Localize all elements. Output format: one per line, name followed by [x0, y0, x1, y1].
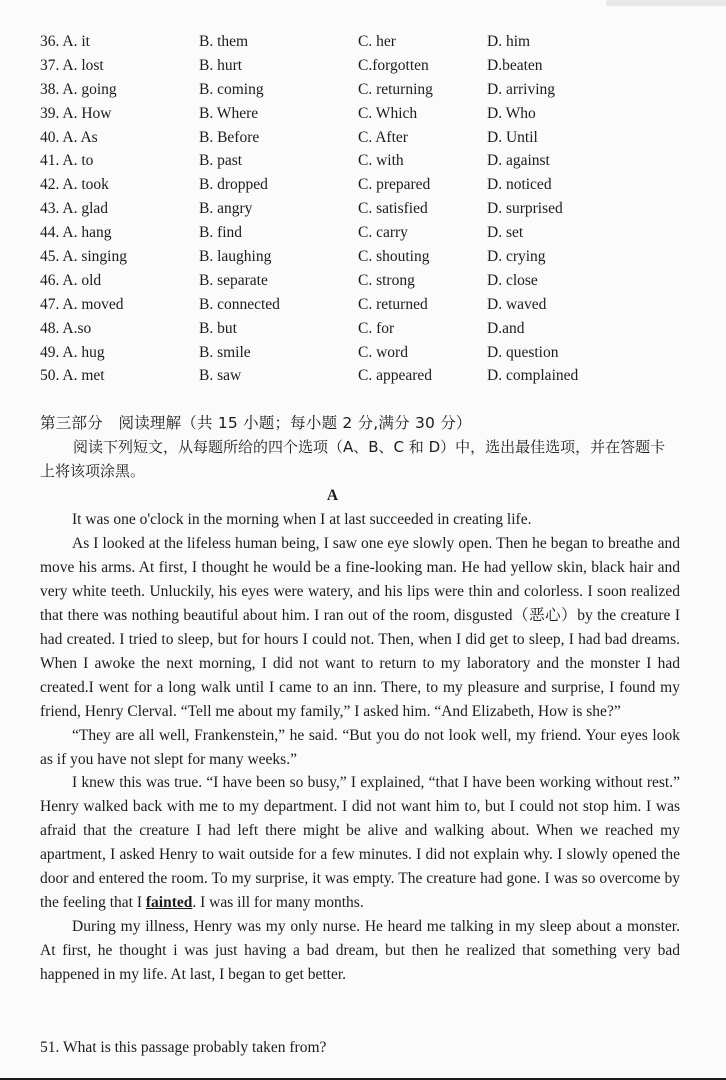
option-row — [40, 197, 700, 221]
option-b: B. dropped — [199, 176, 268, 194]
paragraph-2: As I looked at the lifeless human being, I saw one eye slowly open. Then he began to breathe and move his arms. At first, I thought he would be a fine-looking man. He had yellow skin, black hair and very white teeth. Unluckily, his eyes were watery, and his lips were thin and colorless. I soon realized that there was nothing beautiful about him. I ran out of the room, disgusted（恶心）by the creature I had created. I tried to sleep, but for hours I could not. Then, when I did get to sleep, I had bad dreams. When I awoke the next morning, I did not want to return to my laboratory and the monster I had created.I went for a long walk until I came to an inn. There, to my pleasure and surprise, I found my friend, Henry Clerval. “Tell me about my family,” I asked him. “And Elizabeth, How is she?” — [40, 534, 680, 720]
option-c: C. for — [358, 319, 395, 337]
option-row — [40, 364, 700, 388]
option-d: D. question — [487, 343, 559, 361]
underlined-keyword: fainted — [145, 894, 193, 912]
option-d: D. him — [487, 33, 531, 50]
option-row — [40, 126, 700, 150]
option-d: D. Until — [487, 128, 538, 146]
option-row — [40, 54, 700, 78]
option-c: C. After — [358, 128, 408, 146]
option-a: 45. A. singing — [40, 248, 127, 266]
option-d: D. complained — [487, 367, 579, 385]
option-d: D. waved — [487, 295, 547, 313]
section-title: 第三部分 阅读理解（共 15 小题；每小题 2 分,满分 30 分） — [40, 414, 472, 432]
paragraph-4 — [40, 771, 680, 915]
option-c: C. her — [358, 33, 396, 50]
answer-options-table — [40, 30, 700, 388]
option-b: B. but — [199, 319, 237, 337]
option-c: C. Which — [358, 104, 418, 122]
option-d: D. noticed — [487, 176, 552, 194]
option-b: B. separate — [199, 271, 268, 289]
option-c: C. returned — [358, 295, 428, 313]
option-a: 42. A. took — [40, 176, 109, 194]
option-d: D. against — [487, 152, 550, 170]
option-b: B. coming — [199, 80, 264, 98]
option-b: B. Before — [199, 128, 260, 146]
option-row — [40, 221, 700, 245]
option-row — [40, 149, 700, 173]
option-c: C. prepared — [358, 176, 431, 194]
option-a: 39. A. How — [40, 104, 112, 122]
paragraph-5: During my illness, Henry was my only nurse. He heard me talking in my sleep about a monster. At first, he thought i was just having a bad dream, but then he realized that something very bad happened in my life. At last, I began to get better. — [40, 918, 680, 984]
option-b: B. hurt — [199, 56, 243, 74]
option-a: 48. A.so — [40, 319, 92, 337]
paragraph-3: “They are all well, Frankenstein,” he said. “But you do not look well, my friend. Your eyes look as if you have not slept for many weeks.” — [40, 726, 680, 768]
paragraph-1: It was one o'clock in the morning when I at last succeeded in creating life. — [72, 511, 532, 528]
option-c: C. shouting — [358, 248, 430, 266]
option-a: 38. A. going — [40, 80, 117, 98]
option-d: D. Who — [487, 104, 536, 122]
passage-label: A — [326, 487, 339, 504]
option-row — [40, 30, 700, 54]
option-c: C. carry — [358, 224, 408, 242]
option-d: D. crying — [487, 248, 546, 266]
option-row — [40, 173, 700, 197]
option-b: B. connected — [199, 295, 280, 313]
option-d: D. surprised — [487, 200, 563, 218]
page-corner-shade — [606, 0, 726, 6]
option-a: 46. A. old — [40, 271, 102, 289]
paragraph-4-tail: . I was ill for many months. — [192, 894, 364, 912]
option-c: C. returning — [358, 80, 433, 98]
option-b: B. saw — [199, 367, 242, 385]
option-a: 41. A. to — [40, 152, 94, 170]
option-a: 49. A. hug — [40, 343, 105, 361]
option-d: D. close — [487, 271, 538, 289]
option-d: D. arriving — [487, 80, 556, 98]
option-row — [40, 102, 700, 126]
option-c: C.forgotten — [358, 56, 429, 74]
paragraph-4-text: I knew this was true. “I have been so busy,” I explained, “that I have been working without rest.” Henry walked back with me to my department. I did not want him to, but I could not stop him. I was afraid that the creature I had left there might be alive and walking about. When we reached my apartment, I asked Henry to wait outside for a few minutes. I did not explain why. I slowly opened the door and entered the room. To my surprise, it was empty. The creature had gone. I was so overcome by the feeling that I — [40, 774, 680, 912]
reading-passage — [40, 508, 680, 987]
option-c: C. with — [358, 152, 404, 170]
option-row — [40, 78, 700, 102]
option-a: 40. A. As — [40, 128, 98, 146]
option-c: C. strong — [358, 271, 415, 289]
option-row — [40, 293, 700, 317]
option-row — [40, 317, 700, 341]
option-b: B. smile — [199, 343, 251, 361]
section-instructions: 阅读下列短文，从每题所给的四个选项（A、B、C 和 D）中，选出最佳选项，并在答题卡上将该项涂黑。 — [40, 438, 666, 480]
option-b: B. Where — [199, 104, 259, 122]
option-b: B. laughing — [199, 248, 272, 266]
option-a: 37. A. lost — [40, 56, 104, 74]
option-row — [40, 269, 700, 293]
option-b: B. them — [199, 33, 249, 50]
option-a: 44. A. hang — [40, 224, 112, 242]
option-d: D. set — [487, 224, 524, 242]
option-b: B. past — [199, 152, 243, 170]
option-a: 43. A. glad — [40, 200, 109, 218]
option-a: 47. A. moved — [40, 295, 124, 313]
option-d: D.and — [487, 319, 525, 337]
option-a: 50. A. met — [40, 367, 105, 385]
option-row — [40, 341, 700, 365]
option-c: C. appeared — [358, 367, 433, 385]
option-d: D.beaten — [487, 56, 543, 74]
option-a: 36. A. it — [40, 33, 90, 50]
option-c: C. word — [358, 343, 408, 361]
option-b: B. find — [199, 224, 243, 242]
option-row — [40, 245, 700, 269]
option-b: B. angry — [199, 200, 253, 218]
question-51: 51. What is this passage probably taken from? — [40, 1039, 327, 1056]
option-c: C. satisfied — [358, 200, 428, 218]
